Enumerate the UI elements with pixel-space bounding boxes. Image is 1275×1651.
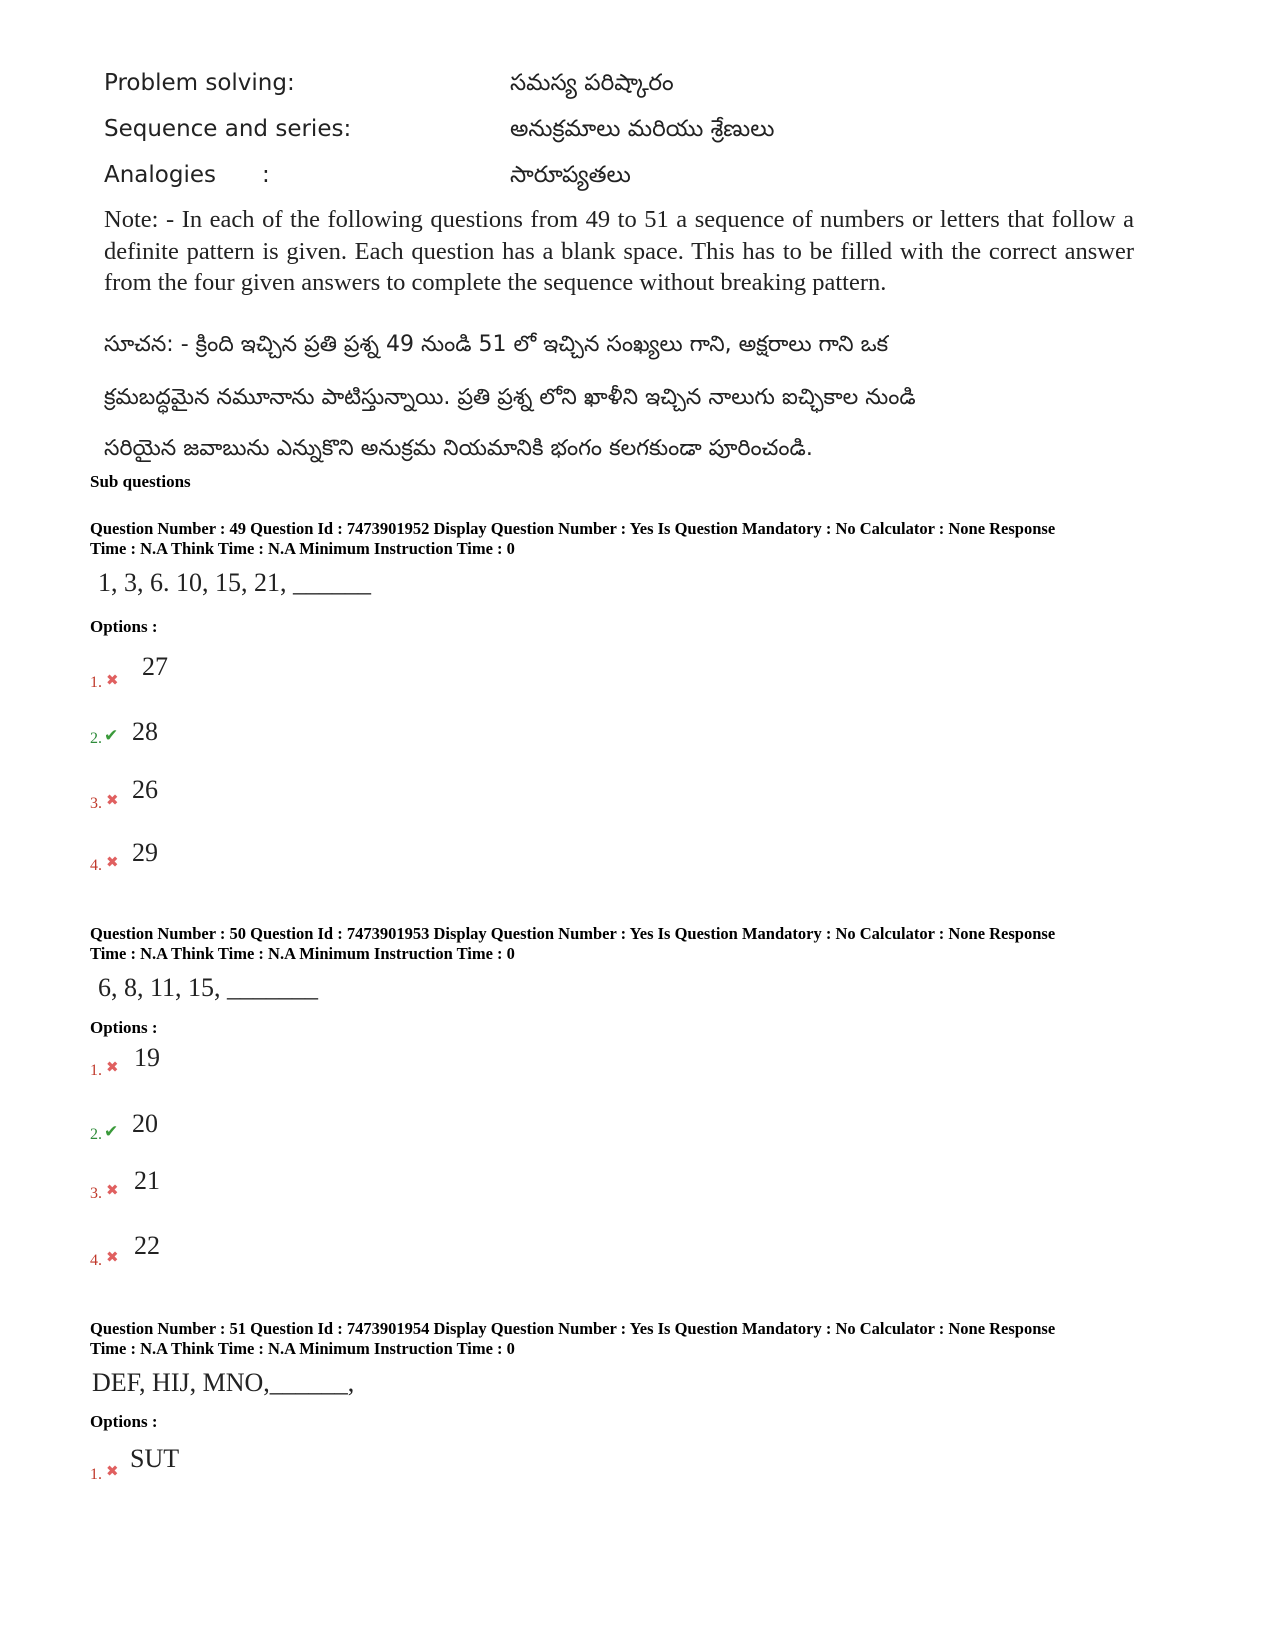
option-value: 19 [134, 1043, 160, 1072]
option-number: 1. [90, 674, 102, 691]
options-label: Options : [90, 1018, 158, 1037]
question-meta-line-1: Question Number : 51 Question Id : 7473901954 Display Question Number : Yes Is Question Mandatory : No Calculator : None Response [90, 1319, 1056, 1338]
question-meta [90, 1319, 1180, 1359]
cross-icon: ✖ [106, 671, 119, 689]
question-meta [90, 924, 1180, 964]
header-label-sequence: Sequence and series: [104, 116, 352, 142]
header-te-analogies: సారూప్యతలు [510, 162, 631, 188]
check-icon: ✔ [104, 726, 119, 746]
option-number: 1. [90, 1466, 102, 1483]
cross-icon: ✖ [106, 1058, 119, 1076]
question-meta [90, 519, 1180, 559]
question-meta-line-2: Time : N.A Think Time : N.A Minimum Instruction Time : 0 [90, 539, 515, 558]
option-value: 22 [134, 1231, 160, 1260]
option-number: 3. [90, 795, 102, 812]
options-label: Options : [90, 1412, 158, 1431]
cross-icon: ✖ [106, 1181, 119, 1199]
option-value: SUT [130, 1444, 180, 1473]
cross-icon: ✖ [106, 853, 119, 871]
note-telugu-line-1: సూచన: - క్రింది ఇచ్చిన ప్రతి ప్రశ్న 49 నుండి 51 లో ఇచ్చిన సంఖ్యలు గాని, అక్షరాలు గాని ఒక [104, 332, 889, 357]
question-meta-line-1: Question Number : 49 Question Id : 7473901952 Display Question Number : Yes Is Question Mandatory : No Calculator : None Response [90, 519, 1056, 538]
option-number: 2. [90, 730, 102, 747]
option-number: 4. [90, 1252, 102, 1269]
note-english: Note: - In each of the following questions from 49 to 51 a sequence of numbers or letters that follow a definite pattern is given. Each question has a blank space. This has to be filled with the correct answer from the four given answers to complete the sequence without breaking pattern. [104, 206, 1134, 296]
question-meta-line-1: Question Number : 50 Question Id : 7473901953 Display Question Number : Yes Is Question Mandatory : No Calculator : None Response [90, 924, 1056, 943]
cross-icon: ✖ [106, 1248, 119, 1266]
option-value: 20 [132, 1109, 158, 1138]
option-number: 1. [90, 1062, 102, 1079]
question-meta-line-2: Time : N.A Think Time : N.A Minimum Instruction Time : 0 [90, 1339, 515, 1358]
options-label: Options : [90, 617, 158, 636]
note-telugu-line-3: సరియైన జవాబును ఎన్నుకొని అనుక్రమ నియమానికి భంగం కలగకుండా పూరించండి. [104, 436, 813, 461]
header-label-analogies: Analogies [104, 162, 216, 188]
sub-questions-label: Sub questions [90, 472, 191, 491]
header-label-problem-solving: Problem solving: [104, 70, 295, 96]
check-icon: ✔ [104, 1122, 119, 1142]
option-number: 4. [90, 857, 102, 874]
question-meta-line-2: Time : N.A Think Time : N.A Minimum Instruction Time : 0 [90, 944, 515, 963]
option-value: 21 [134, 1166, 160, 1195]
question-text: 1, 3, 6. 10, 15, 21, ______ [98, 568, 371, 597]
option-number: 2. [90, 1126, 102, 1143]
option-value: 27 [142, 652, 168, 681]
header-te-problem-solving: సమస్య పరిష్కారం [510, 70, 674, 96]
header-analogies-colon: : [262, 162, 270, 188]
cross-icon: ✖ [106, 1462, 119, 1480]
option-number: 3. [90, 1185, 102, 1202]
option-value: 26 [132, 775, 158, 804]
header-te-sequence: అనుక్రమాలు మరియు శ్రేణులు [510, 116, 775, 142]
option-value: 28 [132, 717, 158, 746]
question-text: DEF, HIJ, MNO,______, [92, 1368, 355, 1397]
note-telugu-line-2: క్రమబద్ధమైన నమూనాను పాటిస్తున్నాయి. ప్రతి ప్రశ్న లోని ఖాళీని ఇచ్చిన నాలుగు ఐచ్ఛికాల నుండి [104, 385, 916, 410]
question-text: 6, 8, 11, 15, _______ [98, 973, 319, 1002]
cross-icon: ✖ [106, 791, 119, 809]
option-value: 29 [132, 838, 158, 867]
